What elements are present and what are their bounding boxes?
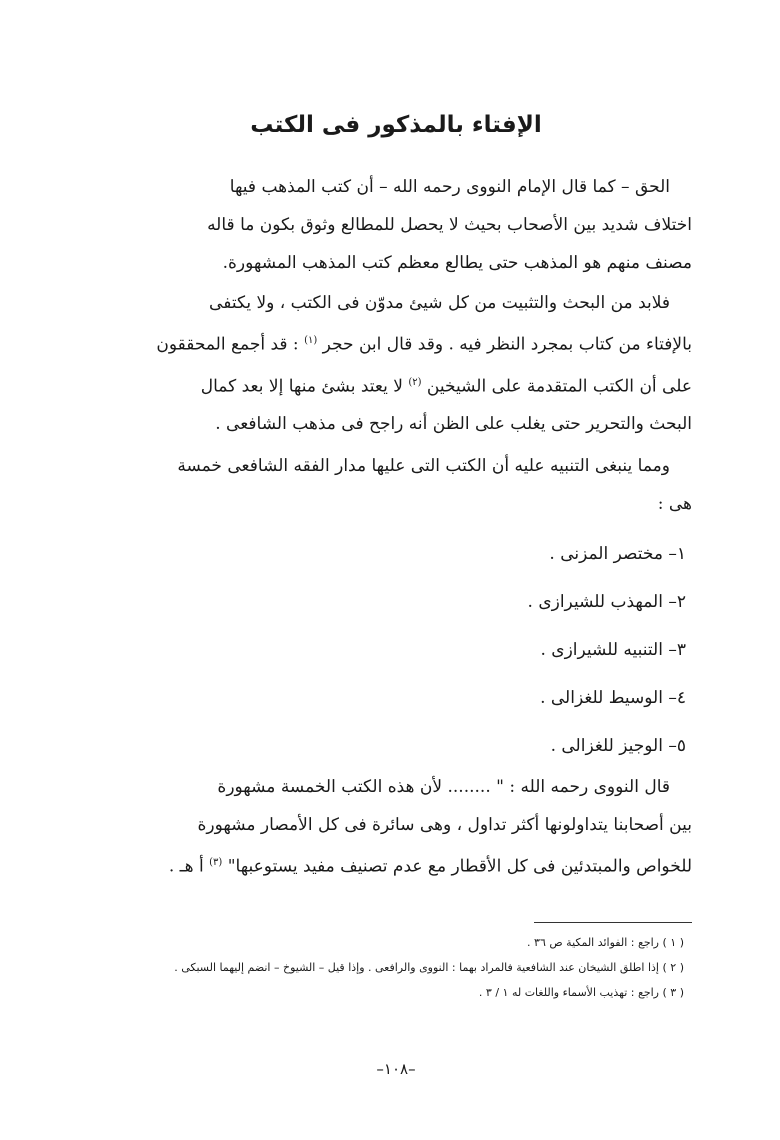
list-item: ٢– المهذب للشيرازى . [527, 592, 686, 612]
paragraph-2-line-3-text: على أن الكتب المتقدمة على الشيخين [426, 376, 692, 397]
footnotes [100, 930, 692, 1005]
list-item: ١– مختصر المزنى . [549, 544, 686, 564]
footnote-ref-3[interactable]: (٣) [209, 857, 223, 868]
paragraph-2 [100, 284, 692, 443]
section-title: الإفتاء بالمذكور فى الكتب [250, 112, 542, 138]
paragraph-2-line-1: فلابد من البحث والتثبيت من كل شيئ مدوّن فى الكتب ، ولا يكتفى [209, 293, 670, 313]
paragraph-1-line-1: الحق – كما قال الإمام النووى رحمه الله – أن كتب المذهب فيها [229, 177, 670, 197]
paragraph-2-line-4: البحث والتحرير حتى يغلب على الظن أنه راجح فى مذهب الشافعى . [215, 414, 692, 435]
paragraph-2-line-2 [100, 322, 692, 364]
footnote-ref-2[interactable]: (٢) [408, 376, 422, 388]
paragraph-2-line-3 [100, 364, 692, 406]
page-number: –١٠٨– [376, 1060, 416, 1078]
footnote-2: ( ٢ ) إذا اطلق الشيخان عند الشافعية فالمراد بهما : النووى والرافعى . وإذا قيل – الشيوخ – انضم إليهما السبكى . [174, 961, 684, 974]
footnote-divider [534, 922, 692, 923]
paragraph-3-line-1: ومما ينبغى التنبيه عليه أن الكتب التى عليها مدار الفقه الشافعى خمسة [177, 456, 670, 476]
list-item: ٤– الوسيط للغزالى . [540, 688, 686, 708]
paragraph-3 [100, 447, 692, 523]
paragraph-2-line-2-text-b: : قد أجمع المحققون [156, 334, 299, 355]
paragraph-2-line-2-text: بالإفتاء من كتاب بمجرد النظر فيه . وقد قال ابن حجر [322, 334, 692, 355]
books-list [100, 530, 692, 770]
paragraph-4-line-3 [100, 844, 692, 886]
paragraph-4 [100, 768, 692, 886]
paragraph-2-line-3-text-b: لا يعتد بشئ منها إلا بعد كمال [200, 376, 403, 397]
list-item: ٣– التنبيه للشيرازى . [540, 640, 686, 660]
footnote-1: ( ١ ) راجع : الفوائد المكية ص ٣٦ . [527, 936, 684, 949]
paragraph-3-line-2: هى : [657, 494, 692, 514]
list-item: ٥– الوجيز للغزالى . [550, 736, 686, 756]
paragraph-1-line-3: مصنف منهم هو المذهب حتى يطالع معظم كتب المذهب المشهورة. [222, 253, 692, 273]
paragraph-4-line-3-text: للخواص والمبتدئين فى كل الأقطار مع عدم تصنيف مفيد يستوعبها" [227, 856, 692, 877]
footnote-ref-1[interactable]: (١) [304, 335, 318, 346]
book-page [100, 0, 692, 1140]
paragraph-1-line-2: اختلاف شديد بين الأصحاب بحيث لا يحصل للمطالع وثوق بكون ما قاله [207, 215, 692, 235]
paragraph-4-line-1: قال النووى رحمه الله : " ........ لأن هذه الكتب الخمسة مشهورة [217, 777, 670, 797]
paragraph-4-line-3-text-b: أ هـ . [168, 856, 204, 877]
paragraph-4-line-2: بين أصحابنا يتداولونها أكثر تداول ، وهى سائرة فى كل الأمصار مشهورة [197, 815, 692, 835]
footnote-3: ( ٣ ) راجع : تهذيب الأسماء واللغات له ١ / ٣ . [478, 986, 684, 999]
paragraph-1 [100, 168, 692, 282]
